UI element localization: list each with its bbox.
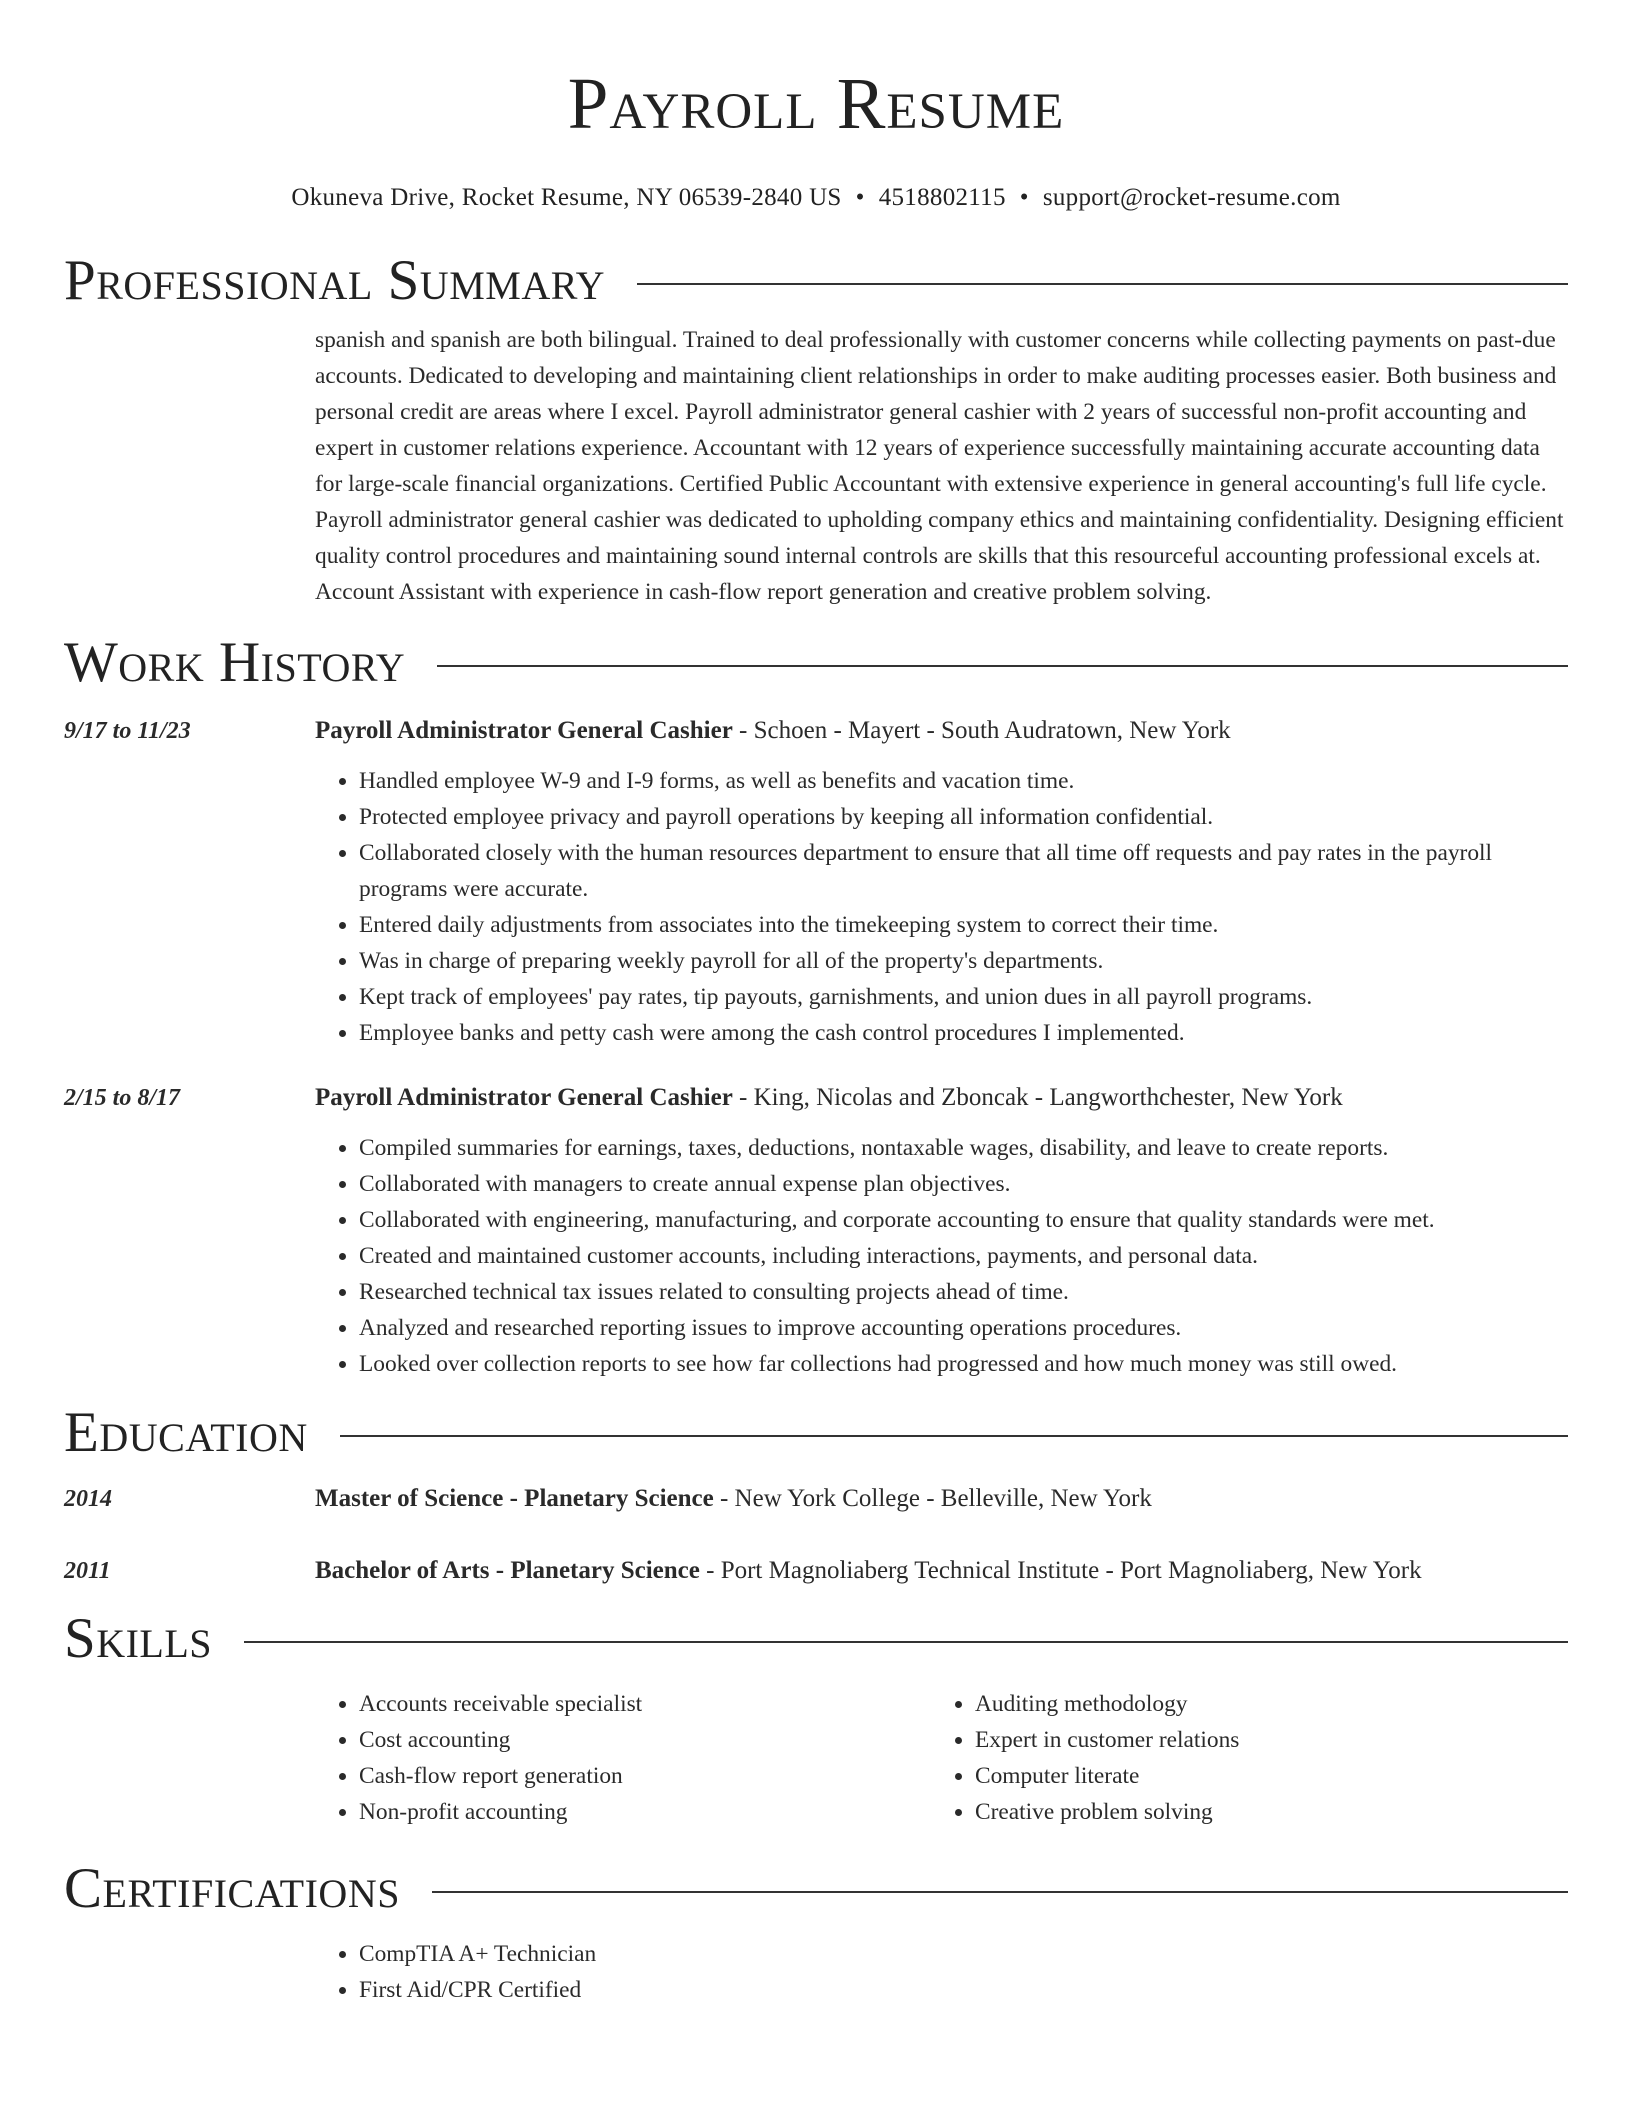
email: support@rocket-resume.com (1042, 184, 1341, 211)
skills-grid (315, 1686, 1568, 1830)
address: Okuneva Drive, Rocket Resume, NY 06539-2840 US (291, 184, 842, 211)
job-dates: 2/15 to 8/17 (64, 1085, 181, 1111)
skills-heading: Skills (64, 1607, 213, 1670)
list-item: • Looked over collection reports to see how far collections had progressed and how much money was still owed. (359, 1346, 1568, 1382)
certifications-list (315, 1936, 1568, 2008)
resume-page (64, 0, 1568, 2008)
contact-line (64, 182, 1568, 214)
divider (244, 1641, 1568, 1643)
list-item: • First Aid/CPR Certified (359, 1972, 1568, 2008)
degree: Master of Science - Planetary Science (315, 1485, 714, 1512)
list-item: • Created and maintained customer accounts, including interactions, payments, and personal data. (359, 1238, 1568, 1274)
summary-section-header (64, 248, 1568, 314)
list-item: • Protected employee privacy and payroll operations by keeping all information confidential. (359, 799, 1568, 835)
list-item: • Entered daily adjustments from associates into the timekeeping system to correct their time. (359, 907, 1568, 943)
job-body (315, 714, 1568, 1051)
list-item: • Compiled summaries for earnings, taxes, deductions, nontaxable wages, disability, and leave to create reports. (359, 1130, 1568, 1166)
list-item: • Non-profit accounting (359, 1794, 931, 1830)
separator: • (855, 184, 865, 211)
job-title-line (315, 1081, 1568, 1115)
degree: Bachelor of Arts - Planetary Science (315, 1557, 700, 1584)
education-year: 2014 (64, 1486, 112, 1512)
phone: 4518802115 (878, 184, 1006, 211)
job-details: - King, Nicolas and Zboncak - Langworthchester, New York (732, 1084, 1343, 1111)
list-item: • Creative problem solving (975, 1794, 1547, 1830)
education-heading: Education (64, 1401, 308, 1464)
work-heading: Work History (64, 631, 406, 694)
job-title: Payroll Administrator General Cashier (315, 717, 733, 744)
skills-section-header (64, 1606, 1568, 1672)
skills-column-left (315, 1686, 931, 1830)
list-item: • Collaborated closely with the human resources department to ensure that all time off requests and pay rates in the payroll programs were accurate. (359, 835, 1568, 907)
list-item: • Handled employee W-9 and I-9 forms, as well as benefits and vacation time. (359, 763, 1568, 799)
education-entry (64, 1554, 1568, 1588)
divider (437, 665, 1568, 667)
divider (340, 1435, 1568, 1437)
job-body (315, 1081, 1568, 1382)
list-item: • Cash-flow report generation (359, 1758, 931, 1794)
job-details: - Schoen - Mayert - South Audratown, New York (732, 717, 1231, 744)
job-bullets (315, 763, 1568, 1051)
school-details: - Port Magnoliaberg Technical Institute - Port Magnoliaberg, New York (699, 1557, 1422, 1584)
job-dates: 9/17 to 11/23 (64, 718, 191, 744)
list-item: • Researched technical tax issues related to consulting projects ahead of time. (359, 1274, 1568, 1310)
list-item: • Collaborated with managers to create annual expense plan objectives. (359, 1166, 1568, 1202)
divider (637, 283, 1568, 285)
skills-list (315, 1686, 931, 1830)
education-line (315, 1554, 1568, 1588)
job-title: Payroll Administrator General Cashier (315, 1084, 733, 1111)
skills-list (931, 1686, 1547, 1830)
school-details: - New York College - Belleville, New York (713, 1485, 1152, 1512)
certifications-block (315, 1936, 1568, 2008)
job-title-line (315, 714, 1568, 748)
job-bullets (315, 1130, 1568, 1382)
list-item: • Expert in customer relations (975, 1722, 1547, 1758)
job-entry (64, 1081, 1568, 1382)
education-year: 2011 (64, 1558, 111, 1584)
list-item: • Kept track of employees' pay rates, tip payouts, garnishments, and union dues in all payroll programs. (359, 979, 1568, 1015)
education-body (315, 1482, 1568, 1516)
list-item: • Accounts receivable specialist (359, 1686, 931, 1722)
work-section-header (64, 630, 1568, 696)
education-section-header (64, 1400, 1568, 1466)
list-item: • Computer literate (975, 1758, 1547, 1794)
summary-heading: Professional Summary (64, 249, 606, 312)
certifications-heading: Certifications (64, 1857, 400, 1920)
list-item: • CompTIA A+ Technician (359, 1936, 1568, 1972)
summary-text: spanish and spanish are both bilingual. Trained to deal professionally with customer concerns while collecting payments on past-due accounts. Dedicated to developing and maintaining client relationships in order to make auditing processes easier. Both business and personal credit are areas where I excel. Payroll administrator general cashier with 2 years of successful non-profit accounting and expert in customer relations experience. Accountant with 12 years of experience successfully maintaining accurate accounting data for large-scale financial organizations. Certified Public Accountant with extensive experience in general accounting's full life cycle. Payroll administrator general cashier was dedicated to upholding company ethics and maintaining confidentiality. Designing efficient quality control procedures and maintaining sound internal controls are skills that this resourceful accounting professional excels at. Account Assistant with experience in cash-flow report generation and creative problem solving. (315, 327, 1564, 605)
list-item: • Auditing methodology (975, 1686, 1547, 1722)
list-item: • Analyzed and researched reporting issues to improve accounting operations procedures. (359, 1310, 1568, 1346)
education-entry (64, 1482, 1568, 1516)
list-item: • Collaborated with engineering, manufacturing, and corporate accounting to ensure that quality standards were met. (359, 1202, 1568, 1238)
list-item: • Cost accounting (359, 1722, 931, 1758)
divider (432, 1891, 1568, 1893)
list-item: • Was in charge of preparing weekly payroll for all of the property's departments. (359, 943, 1568, 979)
certifications-section-header (64, 1856, 1568, 1922)
education-body (315, 1554, 1568, 1588)
education-line (315, 1482, 1568, 1516)
resume-title: Payroll Resume (567, 63, 1065, 144)
list-item: • Employee banks and petty cash were among the cash control procedures I implemented. (359, 1015, 1568, 1051)
separator: • (1019, 184, 1029, 211)
skills-column-right (931, 1686, 1547, 1830)
job-entry (64, 714, 1568, 1051)
